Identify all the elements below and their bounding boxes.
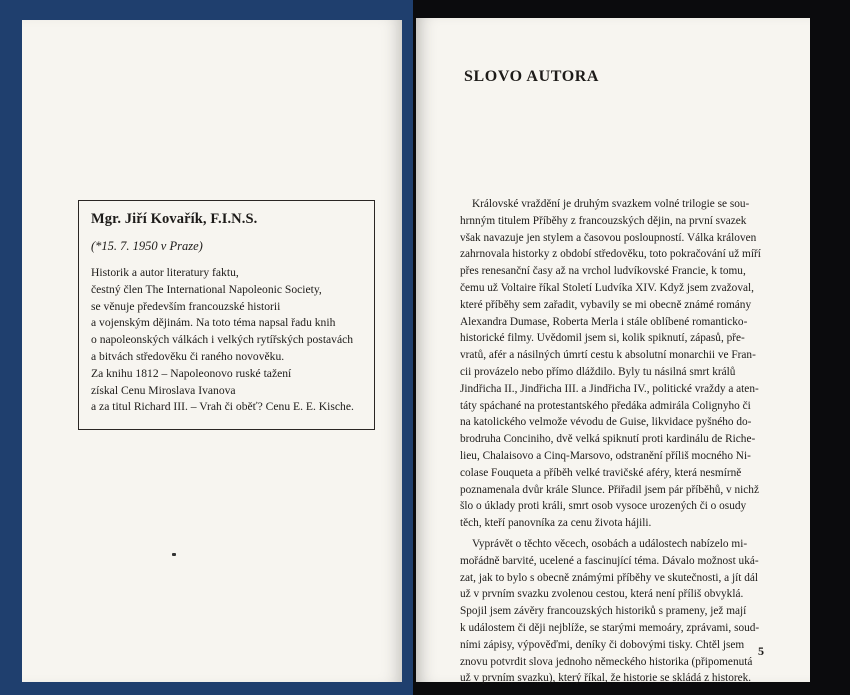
text-line: vratů, afér a násilných úmrtí cestu k absolutní monarchii ve Fran-	[460, 349, 756, 362]
text-line: čemu už Voltaire říkal Století Ludvíka XIV. Když jsem zvažoval,	[460, 281, 754, 294]
bio-line: Historik a autor literatury faktu,	[91, 266, 239, 279]
chapter-title: SLOVO AUTORA	[464, 68, 600, 85]
left-page	[22, 20, 402, 682]
text-line: Jindřicha II., Jindřicha III. a Jindřicha IV., politické vraždy a aten-	[460, 382, 759, 395]
ink-speck	[172, 553, 176, 556]
bio-line: o napoleonských válkách i velkých rytířských postavách	[91, 333, 354, 347]
text-line: zahrnovala historky z období středověku, toto pokračování už míří	[460, 248, 761, 261]
text-line: zat, jak to bylo s obecně známými příběhy ve skutečnosti, a jít dál	[460, 571, 759, 584]
text-line: mořádně barvité, ucelené a fascinující téma. Dávalo možnost uká-	[460, 554, 759, 567]
text-line: Vyprávět o těchto věcech, osobách a událostech nabízelo mi-	[472, 537, 748, 550]
bio-line: Za knihu 1812 – Napoleonovo ruské tažení	[91, 366, 292, 380]
text-line: přes renesanční časy až na vrchol ludvíkovské Francie, k tomu,	[460, 265, 746, 278]
right-page	[416, 18, 810, 685]
text-line: však navazuje jen stylem a časovou posloupností. Válka královen	[460, 231, 757, 244]
text-line: colase Fouqueta a příběh velké travičské aféry, která nesmírně	[460, 466, 742, 479]
text-line: Spojil jsem závěry francouzských historiků s prameny, jež mají	[460, 605, 747, 618]
bio-line: a vojenským dějinám. Na toto téma napsal řadu knih	[91, 316, 336, 330]
foreword-text	[460, 196, 770, 687]
text-line: znovu potvrdit slova jednoho německého historika (připomenutá	[460, 655, 753, 668]
text-line: cii provázelo nebo přímo dláždilo. Byly tu násilná smrt králů	[460, 365, 736, 378]
text-line: šlo o úklady proti králi, smrt osob vysoce urozených či o osudy	[460, 500, 747, 513]
author-birth: (*15. 7. 1950 v Praze)	[91, 239, 203, 253]
text-line: na katolického velmože vévodu de Guise, likvidace pyšného do-	[460, 416, 752, 429]
text-line: brodruha Conciniho, dvě velká spiknutí proti kardinálu de Riche-	[460, 433, 756, 446]
author-bio	[91, 265, 376, 416]
text-line: táty spáchané na protestantského předáka admirála Colignyho či	[460, 399, 751, 412]
text-line: historické filmy. Uvědomil jsem si, kolik spiknutí, zápasů, pře-	[460, 332, 745, 345]
text-line: k událostem či ději nejblíže, se starými memoáry, zprávami, soud-	[460, 621, 760, 634]
bio-line: získal Cenu Miroslava Ivanova	[91, 383, 236, 397]
bio-line: a bitvách středověku či raného novověku.	[91, 349, 285, 363]
text-line: už v prvním svazku zvolenou cestou, která není příliš obvyklá.	[460, 588, 744, 601]
bio-line: čestný člen The International Napoleonic Society,	[91, 282, 322, 296]
text-line: už v prvním svazku), který říkal, že historie se skládá z historek.	[460, 672, 752, 685]
text-line: které příběhy sem zařadit, vybavily se mi obecně známé romány	[460, 298, 752, 311]
text-line: lieu, Chalaisovo a Cinq-Marsovo, odstranění příliš mocného Ni-	[460, 449, 751, 462]
text-line: poznamenala dvůr krále Slunce. Přiřadil jsem pár příběhů, v nichž	[460, 483, 759, 496]
text-line: Královské vraždění je druhým svazkem volné trilogie se sou-	[472, 198, 750, 210]
bio-line: a za titul Richard III. – Vrah či oběť? Cenu E. E. Kische.	[91, 400, 354, 414]
bio-line: se věnuje především francouzské historii	[91, 299, 281, 313]
text-line: Alexandra Dumase, Roberta Merla i stále oblíbené romanticko-	[460, 315, 748, 328]
author-name: Mgr. Jiří Kovařík, F.I.N.S.	[91, 211, 258, 227]
page-number: 5	[758, 644, 764, 658]
text-line: ními zápisy, výpověďmi, deníky či dobovými tisky. Chtěl jsem	[460, 638, 745, 651]
text-line: těch, kteří panovníka za cenu života hájili.	[460, 517, 652, 530]
author-bio-box	[78, 200, 375, 430]
text-line: hrnným titulem Příběhy z francouzských dějin, na první svazek	[460, 214, 747, 227]
